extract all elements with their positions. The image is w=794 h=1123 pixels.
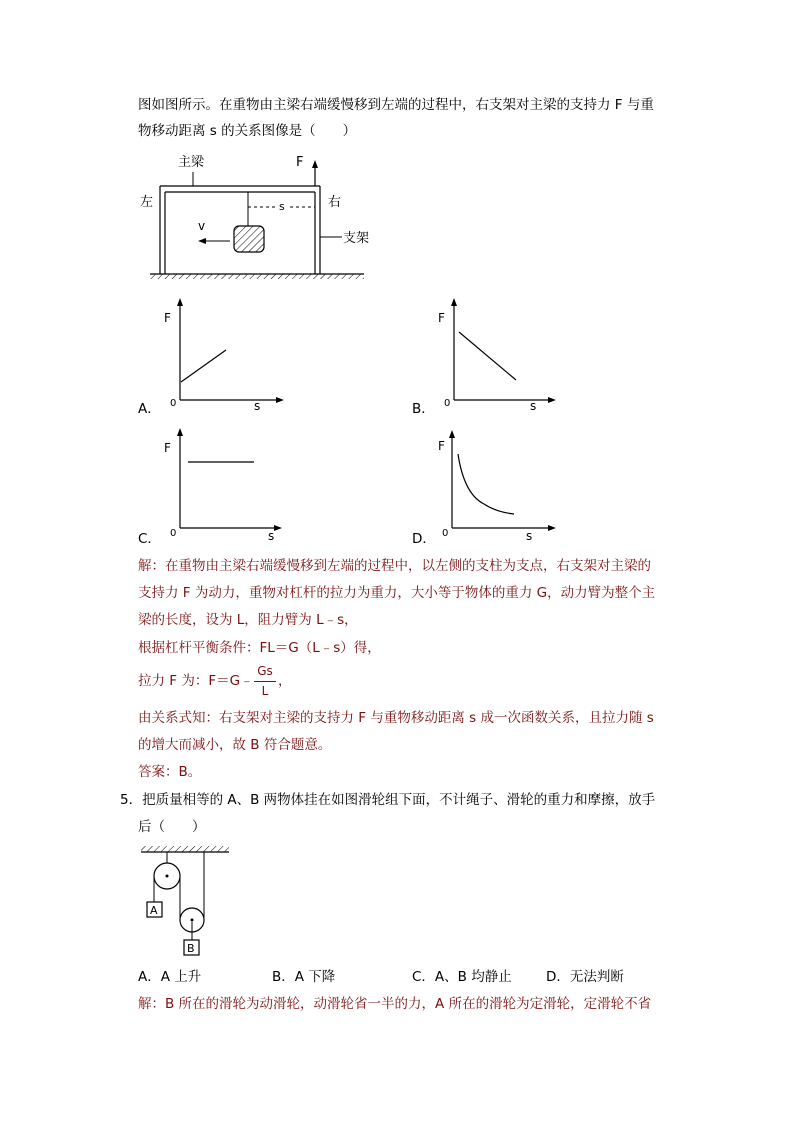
- graph-B: [434, 296, 564, 416]
- ground-hatch: [150, 274, 364, 279]
- graph-D-origin: 0: [442, 528, 449, 539]
- graph-D-y-arrow: [449, 430, 455, 438]
- sol4-line2: 支持力 F 为动力，重物对杠杆的拉力为重力，大小等于物体的重力 G，动力臂为整个主: [138, 585, 656, 601]
- option-B-label: B．: [412, 401, 435, 417]
- label-B: B: [187, 942, 195, 955]
- label-A: A: [150, 904, 158, 917]
- option-C-label: C．: [138, 531, 161, 547]
- graph-D-F: F: [438, 439, 445, 453]
- graph-A-origin: 0: [170, 398, 177, 409]
- graph-B-y-arrow: [451, 298, 457, 306]
- graph-B-origin: 0: [444, 398, 451, 409]
- q4-stem-line2: 物移动距离 s 的关系图像是（ ）: [138, 123, 357, 139]
- graph-D-x-arrow: [548, 525, 556, 531]
- graph-C-origin: 0: [170, 528, 177, 539]
- sol4-line5-suffix: ，: [278, 673, 292, 689]
- graph-A-x-arrow: [276, 397, 284, 403]
- graph-A-line: [181, 350, 226, 382]
- label-left: 左: [140, 195, 154, 210]
- label-zhijia: 支架: [343, 231, 370, 246]
- F-arrow-head: [312, 160, 318, 168]
- graph-D-curve: [458, 454, 514, 514]
- graph-C-x-arrow: [274, 525, 282, 531]
- graph-A-s: s: [254, 399, 261, 413]
- graph-A-y-arrow: [177, 298, 183, 306]
- sol4-line6: 由关系式知：右支架对主梁的支持力 F 与重物移动距离 s 成一次函数关系，且拉力随 s: [138, 710, 654, 726]
- sol4-line1: 解：在重物由主梁右端缓慢移到左端的过程中，以左侧的支柱为支点，右支架对主梁的: [138, 558, 651, 574]
- q5-option-A: A．A 上升: [138, 969, 202, 985]
- label-right: 右: [328, 195, 342, 210]
- label-zhuliang: 主梁: [178, 155, 205, 170]
- fraction-bar: [254, 681, 276, 682]
- graph-C-F: F: [164, 441, 171, 455]
- q5-stem-line2: 后（ ）: [138, 819, 206, 835]
- graph-D: [434, 424, 564, 544]
- graph-B-s: s: [530, 399, 537, 413]
- sol4-line7: 的增大而减小，故 B 符合题意。: [138, 737, 332, 753]
- label-v: v: [198, 219, 206, 233]
- ceiling-hatch: [141, 846, 229, 852]
- q5-stem-line1: 5．把质量相等的 A、B 两物体挂在如图滑轮组下面，不计绳子、滑轮的重力和摩擦，放手: [120, 792, 656, 808]
- q4-stem-line1: 图如图所示。在重物由主梁右端缓慢移到左端的过程中，右支架对主梁的支持力 F 与重: [138, 97, 654, 113]
- graph-C: [160, 424, 290, 544]
- sol4-line5-prefix: 拉力 F 为：F＝G﹣: [138, 673, 254, 689]
- graph-D-s: s: [526, 529, 533, 543]
- graph-B-x-arrow: [548, 397, 556, 403]
- weight-block: [234, 226, 264, 252]
- v-arrow-head: [198, 238, 206, 244]
- graph-A: [160, 296, 290, 416]
- sol4-line3: 梁的长度，设为 L，阻力臂为 L﹣s，: [138, 612, 358, 628]
- sol4-answer: 答案：B。: [138, 764, 202, 780]
- label-s: s: [279, 200, 285, 213]
- pulley-figure: [135, 842, 245, 967]
- option-A-label: A．: [138, 401, 161, 417]
- graph-B-F: F: [438, 311, 445, 325]
- graph-C-y-arrow: [177, 428, 183, 436]
- graph-A-F: F: [164, 311, 171, 325]
- q5-option-D: D．无法判断: [546, 969, 624, 985]
- label-F: F: [296, 155, 304, 170]
- q5-option-B: B．A 下降: [272, 969, 336, 985]
- fixed-pulley-axle: [166, 875, 169, 878]
- sol5-line1: 解：B 所在的滑轮为动滑轮，动滑轮省一半的力，A 所在的滑轮为定滑轮，定滑轮不省: [138, 996, 652, 1012]
- option-D-label: D．: [412, 531, 436, 547]
- movable-pulley-axle: [191, 919, 194, 922]
- graph-B-line: [459, 332, 516, 380]
- fraction-numerator: Gs: [257, 664, 273, 678]
- sol4-line4: 根据杠杆平衡条件：FL＝G（L﹣s）得，: [138, 640, 381, 656]
- beam-figure: [138, 150, 378, 280]
- graph-C-s: s: [268, 529, 275, 543]
- fraction-denominator: L: [261, 684, 269, 698]
- q5-option-C: C．A、B 均静止: [412, 969, 512, 985]
